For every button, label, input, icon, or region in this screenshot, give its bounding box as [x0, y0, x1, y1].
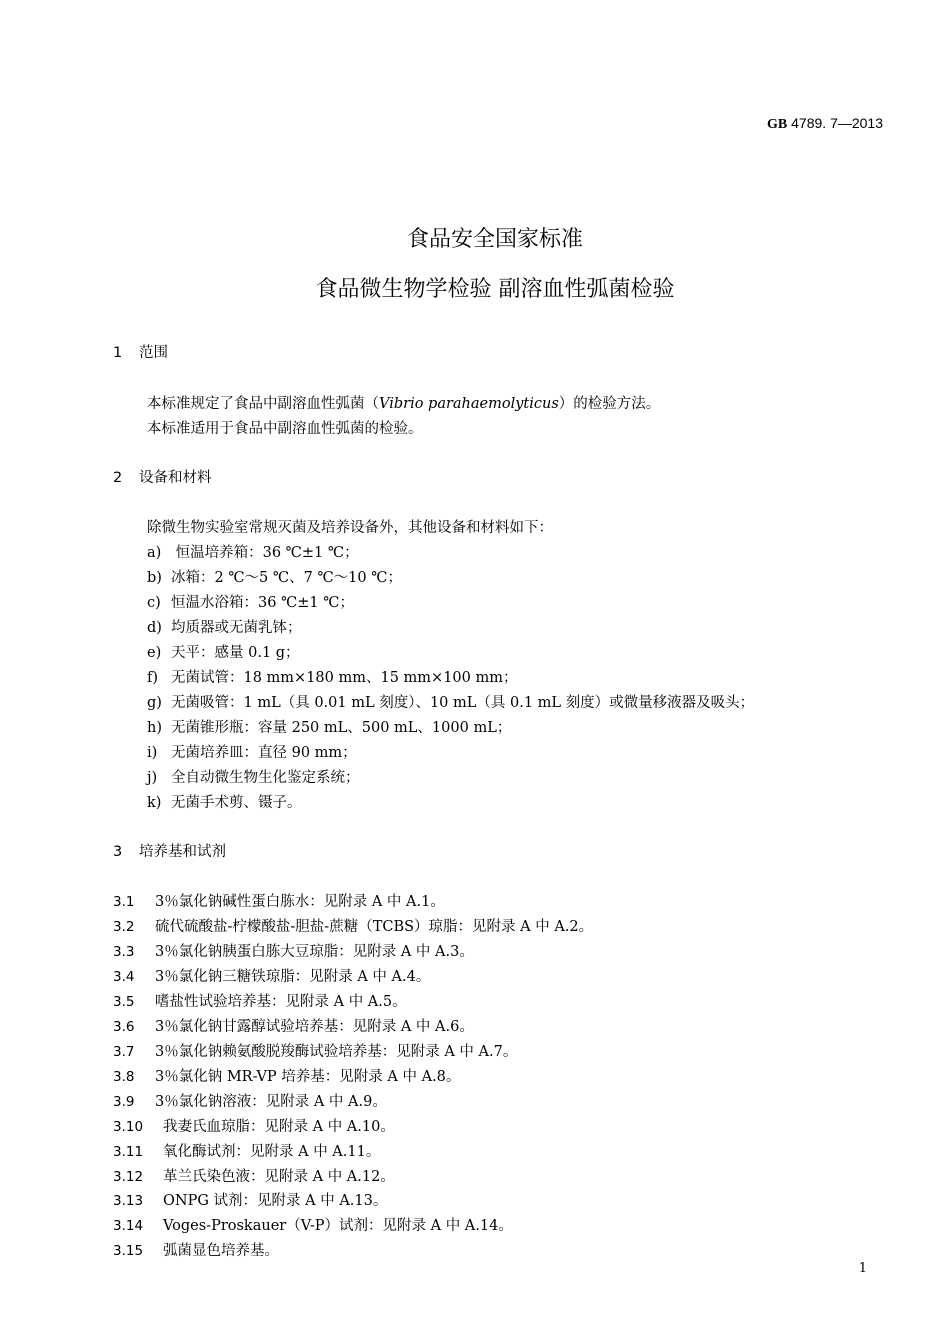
section-number: 2	[113, 470, 123, 486]
document-title-line1: 食品安全国家标准	[406, 227, 583, 252]
clause-item: 3.10 我妻氏血琼脂：见附录 A 中 A.10。	[113, 1119, 395, 1135]
clause-item: 3.2 硫代硫酸盐-柠檬酸盐-胆盐-蔗糖（TCBS）琼脂：见附录 A 中 A.2。	[113, 919, 594, 935]
scope-paragraph-2: 本标准适用于食品中副溶血性弧菌的检验。	[147, 421, 423, 437]
section-number: 3	[113, 844, 123, 860]
clause-item: 3.3 3％氯化钠胰蛋白胨大豆琼脂：见附录 A 中 A.3。	[113, 944, 474, 960]
list-item: j) 全自动微生物生化鉴定系统；	[147, 770, 360, 786]
clause-item: 3.1 3％氯化钠碱性蛋白胨水：见附录 A 中 A.1。	[113, 894, 445, 910]
clause-item: 3.7 3％氯化钠赖氨酸脱羧酶试验培养基：见附录 A 中 A.7。	[113, 1044, 518, 1060]
standard-prefix: GB	[767, 117, 788, 132]
section-heading-scope	[113, 341, 168, 362]
document-title-line2: 食品微生物学检验 副溶血性弧菌检验	[315, 277, 675, 302]
section-title: 范围	[139, 345, 168, 361]
clause-item: 3.5 嗜盐性试验培养基：见附录 A 中 A.5。	[113, 994, 407, 1010]
list-item: c) 恒温水浴箱：36 ℃±1 ℃；	[147, 595, 354, 611]
clause-item: 3.8 3％氯化钠 MR-VP 培养基：见附录 A 中 A.8。	[113, 1069, 461, 1085]
list-item: b) 冰箱：2 ℃～5 ℃、7 ℃～10 ℃；	[147, 570, 402, 586]
section-heading-equipment	[113, 466, 212, 487]
section-number: 1	[113, 345, 123, 361]
section-title: 培养基和试剂	[139, 844, 226, 860]
clause-item: 3.4 3％氯化钠三糖铁琼脂：见附录 A 中 A.4。	[113, 969, 431, 985]
clause-item: 3.13 ONPG 试剂：见附录 A 中 A.13。	[113, 1193, 388, 1209]
equipment-intro: 除微生物实验室常规灭菌及培养设备外，其他设备和材料如下：	[147, 520, 553, 536]
list-item: i) 无菌培养皿：直径 90 mm；	[147, 745, 357, 761]
list-item: h) 无菌锥形瓶：容量 250 mL、500 mL、1000 mL；	[147, 720, 512, 736]
page-number: 1	[858, 1261, 867, 1276]
clause-item: 3.6 3％氯化钠甘露醇试验培养基：见附录 A 中 A.6。	[113, 1019, 474, 1035]
clause-item: 3.14 Voges-Proskauer（V-P）试剂：见附录 A 中 A.14。	[113, 1218, 513, 1234]
species-name: Vibrio parahaemolyticus	[379, 396, 559, 412]
list-item: a) 恒温培养箱：36 ℃±1 ℃；	[147, 545, 359, 561]
list-item: e) 天平：感量 0.1 g；	[147, 645, 300, 661]
clause-item: 3.11 氧化酶试剂：见附录 A 中 A.11。	[113, 1144, 381, 1160]
section-heading-media	[113, 840, 226, 861]
clause-item: 3.12 革兰氏染色液：见附录 A 中 A.12。	[113, 1169, 395, 1185]
clause-item: 3.15 弧菌显色培养基。	[113, 1243, 279, 1259]
list-item: k) 无菌手术剪、镊子。	[147, 795, 302, 811]
list-item: g) 无菌吸管：1 mL（具 0.01 mL 刻度）、10 mL（具 0.1 mL 刻度）或微量移液器及吸头；	[147, 695, 755, 711]
list-item: f) 无菌试管：18 mm×180 mm、15 mm×100 mm；	[147, 670, 518, 686]
standard-code	[767, 115, 883, 133]
standard-number: 4789. 7—2013	[791, 115, 883, 131]
section-title: 设备和材料	[139, 470, 212, 486]
list-item: d) 均质器或无菌乳钵；	[147, 620, 302, 636]
clause-item: 3.9 3％氯化钠溶液：见附录 A 中 A.9。	[113, 1094, 387, 1110]
scope-paragraph-1: 本标准规定了食品中副溶血性弧菌（Vibrio parahaemolyticus）的检验方法。	[147, 396, 661, 412]
